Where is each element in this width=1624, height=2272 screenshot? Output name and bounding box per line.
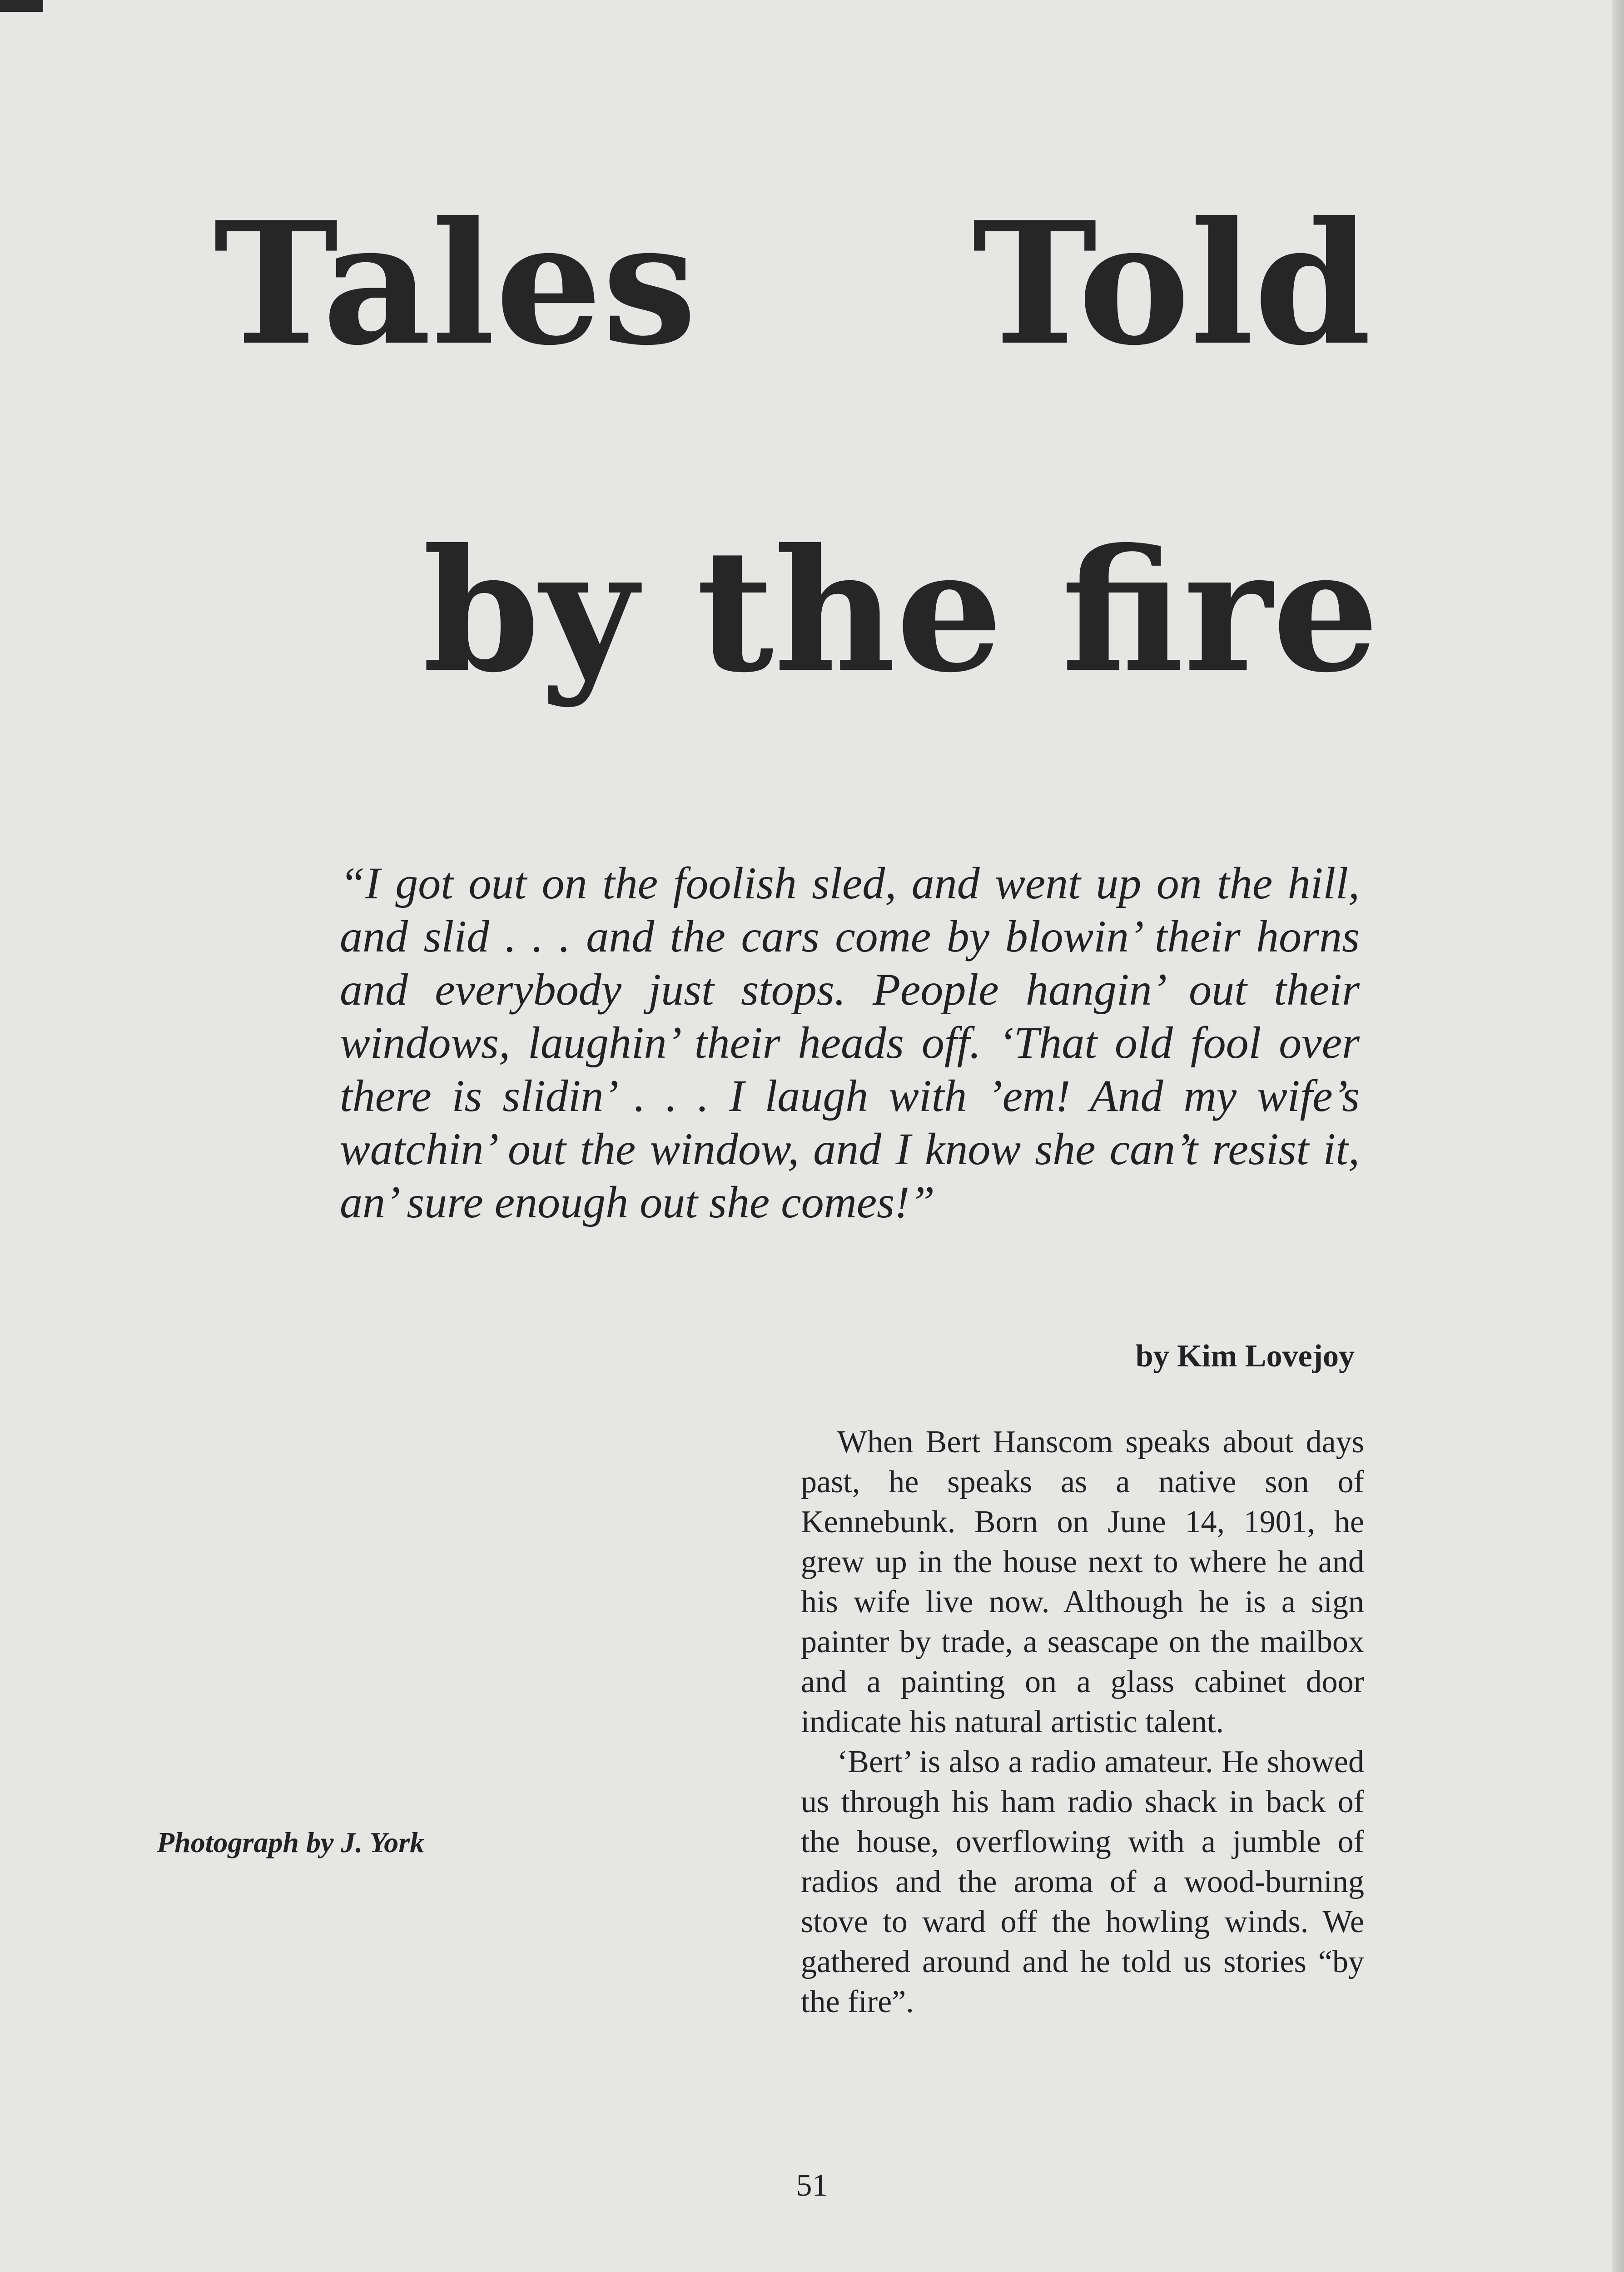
author-byline: by Kim Lovejoy [1135,1339,1355,1374]
body-paragraph-2: ‘Bert’ is also a radio amateur. He showed us through his ham radio shack in back of the house, overflowing with a jumble of radios and the aroma of a wood-burning stove to ward off the howling winds. We gathered around and he told us stories “by the fire”. [801,1744,1364,2019]
page-number: 51 [796,2168,828,2203]
article-body [801,1422,1364,2022]
title-by-the-fire: by the fire [422,513,1380,710]
title-word-told: Told [972,185,1371,383]
photo-credit: Photograph by J. York [157,1826,425,1858]
page-edge-shadow [1612,0,1624,2272]
title-word-tales: Tales [214,185,697,383]
body-paragraph-1: When Bert Hanscom speaks about days past, he speaks as a native son of Kennebunk. Born on June 14, 1901, he grew up in the house next to where he and his wife live now. Although he is a sign painter by trade, a seascape on the mailbox and a painting on a glass cabinet door indicate his natural artistic talent. [801,1425,1364,1739]
pull-quote: “I got out on the foolish sled, and went up on the hill, and slid . . . and the cars come by blowin’ their horns and everybody just stops. People hangin’ out their windows, laughin’ their heads off. ‘That old fool over there is slidin’ . . . I laugh with ’em! And my wife’s watchin’ out the window, and I know she can’t resist it, an’ sure enough out she comes!” [340,858,1360,1227]
scan-corner-mark [0,0,43,12]
